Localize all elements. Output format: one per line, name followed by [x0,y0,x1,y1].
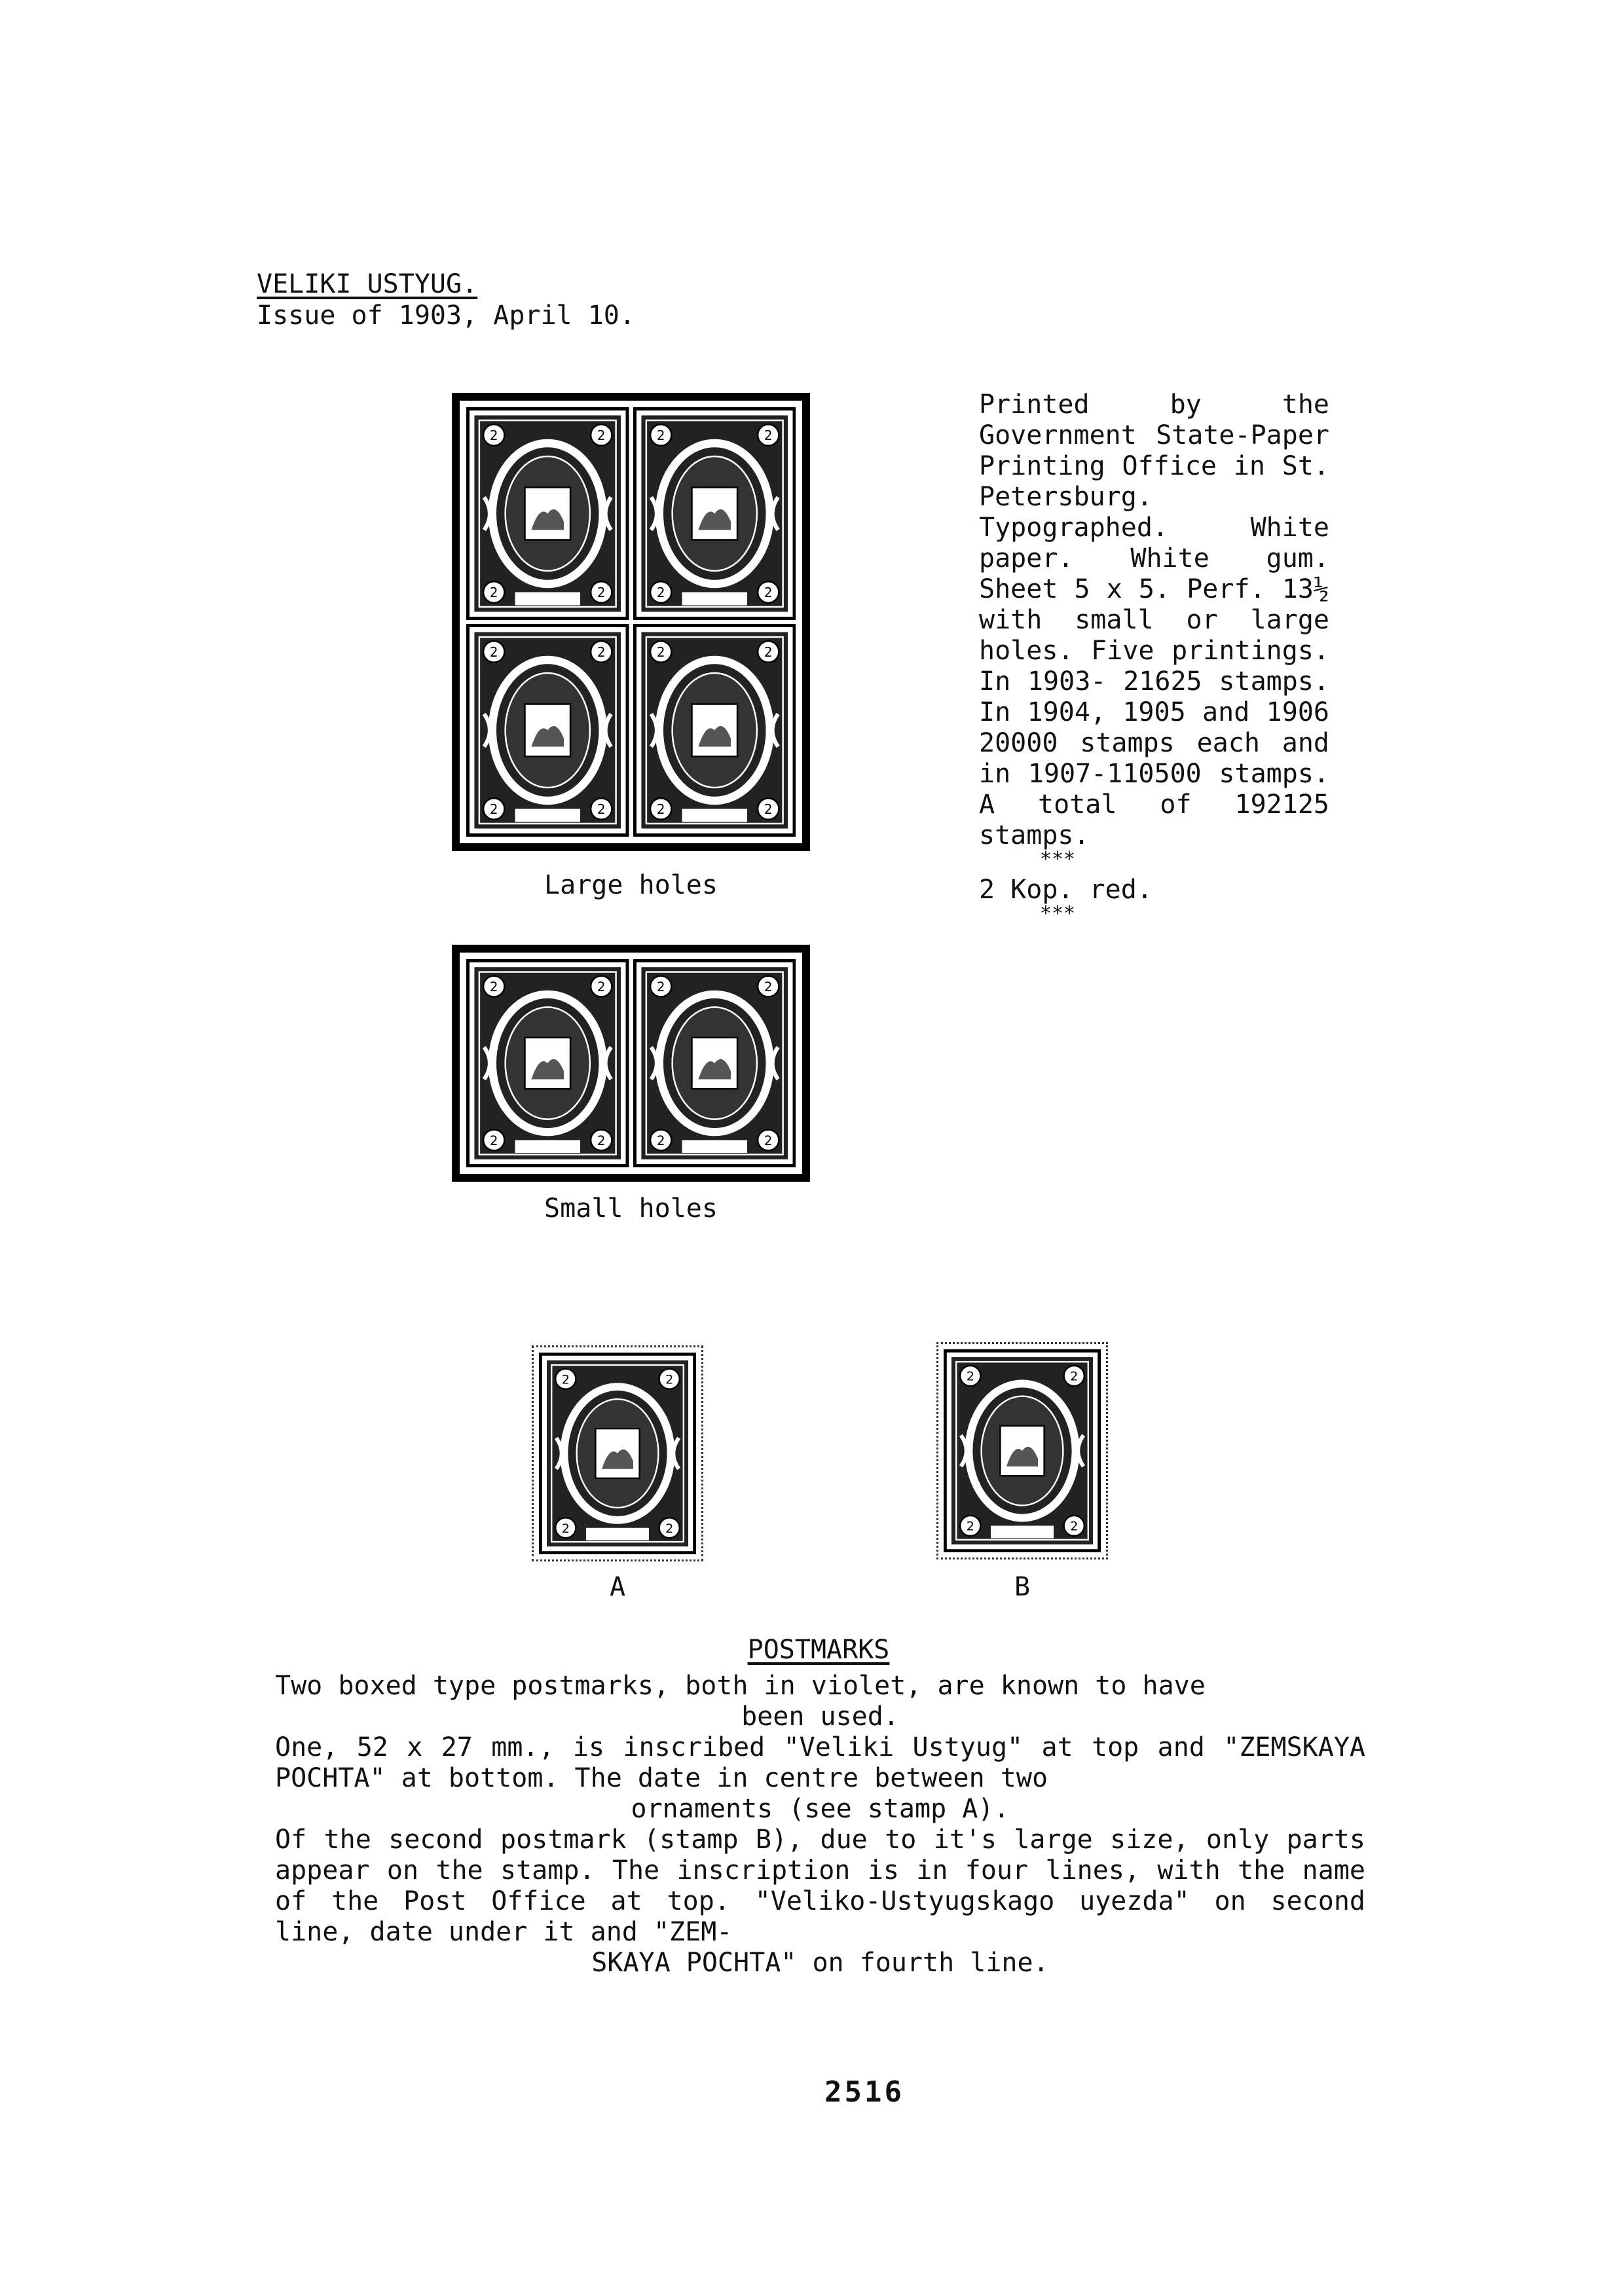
stamp-image [944,1349,1101,1552]
postmarks-text [275,1671,1365,1978]
postmarks-paragraph-3: Of the second postmark (stamp B), due to it's large size, only parts appear on the stamp. The inscription is in four lines, with the name of the Post Office at top. "Veliko-Ustyugskago uyezda" on second line, date under it and "ZEM- [275,1825,1365,1947]
postmarks-paragraph-1: Two boxed type postmarks, both in violet, are known to have [275,1671,1206,1701]
separator-stars: *** [1039,902,1076,925]
caption-large-holes: Large holes [544,870,718,900]
page-number: 2516 [824,2075,904,2109]
separator-stars: *** [1039,848,1076,871]
issue-date: Issue of 1903, April 10. [257,301,635,331]
description-paragraph: Printed by the Government State-Paper Printing Office in St. Petersburg. Typographed. White paper. White gum. Sheet 5 x 5. Perf. 13½ with small or large holes. Five printings. In 1903- 21625 stamps. In 1904, 1905 and 1906 20000 stamps each and in 1907-110500 stamps. A total of 192125 stamps. [979,390,1329,850]
stamp-image [466,407,629,620]
stamp-image [633,959,796,1167]
stamp-image [633,407,796,620]
label-stamp-a: A [609,1572,626,1602]
postmarked-stamp-a [532,1345,703,1561]
postmarked-stamp-b [936,1342,1108,1559]
stamp-image [466,624,629,837]
stamp-image [466,959,629,1167]
stamp-image [633,624,796,837]
issue-description [979,390,1329,925]
stamp-image [539,1353,696,1554]
stamp-block-small-holes [452,945,810,1182]
label-stamp-b: B [1014,1572,1031,1602]
caption-small-holes: Small holes [544,1194,718,1224]
document-title: VELIKI USTYUG. [257,269,478,299]
stamp-block-large-holes [452,393,810,851]
postmarks-paragraph-1-end: been used. [741,1702,899,1732]
denomination: 2 Kop. red. [979,875,1153,905]
postmarks-heading: POSTMARKS [747,1635,890,1665]
postmarks-paragraph-2: One, 52 x 27 mm., is inscribed "Veliki Ustyug" at top and "ZEMSKAYA POCHTA" at bottom. The date in centre between two [275,1732,1365,1793]
postmarks-paragraph-3-end: SKAYA POCHTA" on fourth line. [591,1948,1049,1978]
postmarks-paragraph-2-end: ornaments (see stamp A). [631,1794,1010,1824]
